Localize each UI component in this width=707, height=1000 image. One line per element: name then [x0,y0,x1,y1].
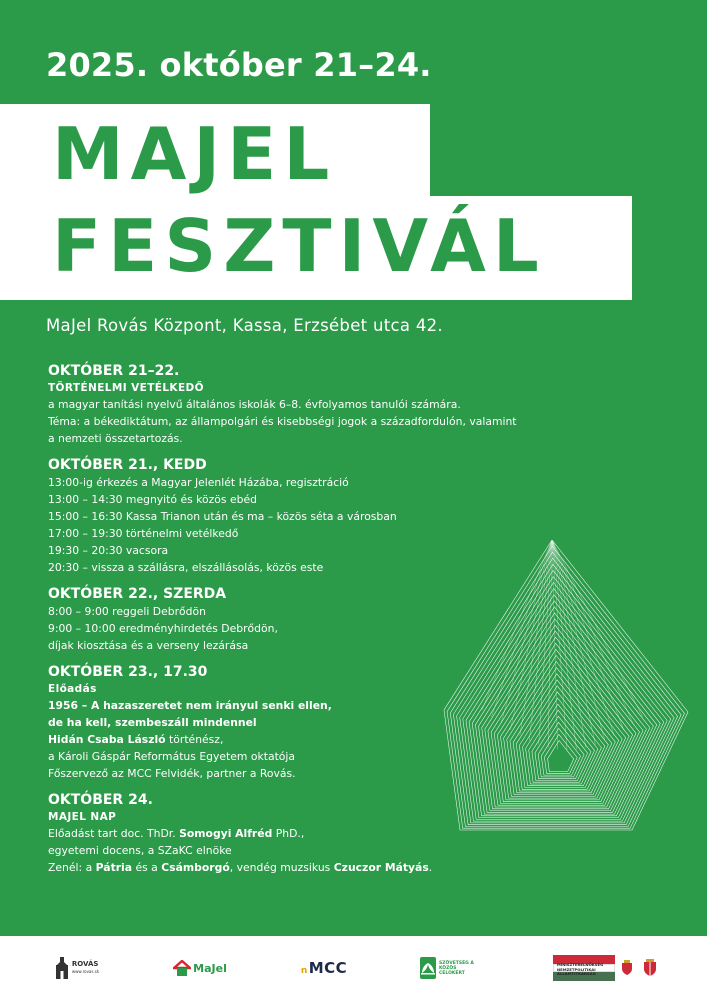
program-section-oct-21 [48,456,478,576]
program-line: 17:00 – 19:30 történelmi vetélkedő [48,527,239,540]
section-heading: OKTÓBER 24. [48,792,153,808]
government-text: MINISZTERELNÖKSÉG NEMZETPOLITIKAI ÁLLAMTITKÁRSÁG [557,962,604,976]
program-line: a Károli Gáspár Református Egyetem oktatója [48,750,296,763]
program-line: egyetemi docens, a SZaKC elnöke [48,844,232,857]
program-line: Főszervező az MCC Felvidék, partner a Rovás. [48,767,296,780]
rovas-logo [46,950,108,986]
program-section-oct-22 [48,585,478,654]
program-line: 9:00 – 10:00 eredményhirdetés Debrődön, [48,622,278,635]
program-line: 13:00-ig érkezés a Magyar Jelenlét Házába, regisztráció [48,476,349,489]
program-line: díjak kiosztása és a verseny lezárása [48,639,249,652]
government-logo [540,950,670,986]
band-name: Pátria [95,861,133,874]
mcc-text: MCC [308,959,348,977]
section-subheading: TÖRTÉNELMI VETÉLKEDŐ [48,382,204,394]
program-section-oct-21-22 [48,362,517,447]
hungarian-flag [553,955,615,981]
szovetseg-text: SZÖVETSÉG A KÖZÖS CÉLOKÉRT [439,960,474,976]
coat-of-arms-icon [621,960,633,976]
program-line: 13:00 – 14:30 megnyitó és közös ebéd [48,493,257,506]
musician-name: Czuczor Mátyás [333,861,429,874]
text-fragment: Előadást tart doc. ThDr. [48,827,180,840]
venue-address: MaJel Rovás Központ, Kassa, Erzsébet utca 42. [46,316,443,335]
text-fragment: . [428,861,433,874]
section-heading: OKTÓBER 21–22. [48,363,180,379]
section-heading: OKTÓBER 21., KEDD [48,457,207,473]
program-line: 8:00 – 9:00 reggeli Debrődön [48,605,206,618]
text-fragment: PhD., [272,827,305,840]
program-line [48,825,478,842]
text-fragment: Zenél: a [48,861,96,874]
majel-logo [170,950,230,986]
speaker-role: történész, [165,733,224,746]
house-icon [173,960,191,976]
text-fragment: és a [132,861,162,874]
coat-of-arms-icon [643,959,657,977]
program-section-oct-23 [48,663,478,782]
program-line: a magyar tanítási nyelvű általános iskolák 6–8. évfolyamos tanulói számára. [48,398,461,411]
program-line: a nemzeti összetartozás. [48,432,183,445]
church-icon [55,957,69,979]
title-band-bottom [0,196,632,300]
section-heading: OKTÓBER 22., SZERDA [48,586,227,602]
title-majel: MAJEL [52,112,337,196]
mcc-prefix: n [300,966,308,976]
leaf-icon [420,957,436,979]
lecture-title-line: 1956 – A hazaszeretet nem irányul senki ellen, [48,699,332,712]
rovas-url: www.rovas.sk [71,969,100,974]
szovetseg-logo [420,950,482,986]
section-subheading: Előadás [48,683,97,695]
program-line: Téma: a békediktátum, az állampolgári és kisebbségi jogok a századfordulón, valamint [48,415,517,428]
title-fesztival: FESZTIVÁL [52,204,546,288]
mcc-logo [292,950,356,986]
festival-date: 2025. október 21–24. [46,46,432,84]
lecture-title-line: de ha kell, szembeszáll mindennel [48,716,257,729]
rovas-wordmark [72,960,99,976]
text-fragment: , vendég muzsikus [229,861,334,874]
program-line: 15:00 – 16:30 Kassa Trianon után és ma – közös séta a városban [48,510,397,523]
program-line [48,859,478,876]
program-line [48,731,478,748]
program-line: 20:30 – vissza a szállásra, elszállásolás, közös este [48,561,324,574]
title-band-top [0,104,430,198]
program-line: 19:30 – 20:30 vacsora [48,544,169,557]
crystal-illustration [442,540,692,835]
sponsor-footer [0,936,707,1000]
speaker-name: Somogyi Alfréd [179,827,273,840]
program-list [48,362,517,885]
section-heading: OKTÓBER 23., 17.30 [48,664,208,680]
speaker-name: Hidán Csaba László [48,733,166,746]
band-name: Csámborgó [161,861,230,874]
program-section-oct-24 [48,791,478,876]
section-subheading: MAJEL NAP [48,811,117,823]
rovas-text: ROVÁS [71,960,99,968]
majel-text: MaJel [193,961,227,975]
